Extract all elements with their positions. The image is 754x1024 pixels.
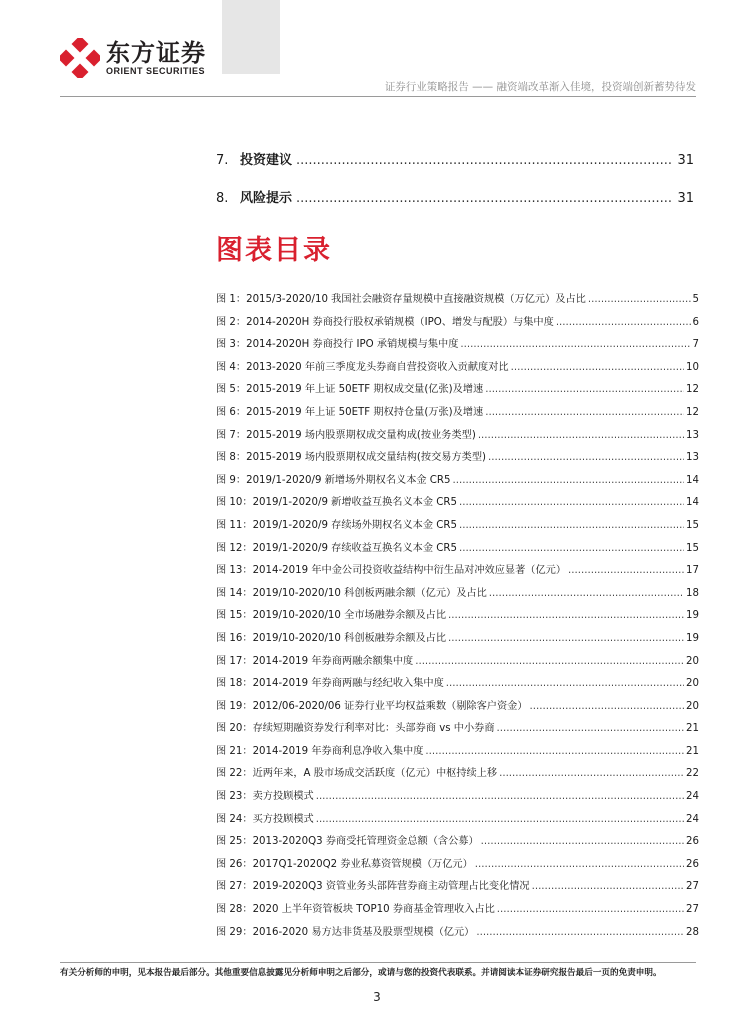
figure-list-item-label: 图 9：2019/1-2020/9 新增场外期权名义本金 CR5 bbox=[216, 474, 451, 486]
figure-list-item-page: 24 bbox=[686, 791, 699, 803]
figure-list-item-page: 20 bbox=[686, 655, 699, 667]
figure-list-item-label: 图 28：2020 上半年资管板块 TOP10 券商基金管理收入占比 bbox=[216, 904, 495, 916]
toc-entry-number: 7. bbox=[216, 153, 229, 168]
figure-leader-dots bbox=[459, 520, 684, 531]
figure-list-item[interactable] bbox=[216, 900, 699, 923]
figure-leader-dots bbox=[316, 791, 684, 802]
figure-list-item-page: 7 bbox=[692, 339, 699, 351]
figure-leader-dots bbox=[475, 859, 684, 870]
figure-leader-dots bbox=[511, 362, 684, 373]
figure-leader-dots bbox=[485, 407, 684, 418]
header-decor-stripe bbox=[222, 0, 280, 74]
figure-list-item-page: 17 bbox=[686, 565, 699, 577]
figure-leader-dots bbox=[452, 475, 684, 486]
figure-list-item-label: 图 23：卖方投顾模式 bbox=[216, 791, 314, 803]
figure-leader-dots bbox=[588, 294, 691, 305]
figure-list-item[interactable] bbox=[216, 629, 699, 652]
figure-list-item-label: 图 24：买方投顾模式 bbox=[216, 813, 314, 825]
figure-list-item-label: 图 26：2017Q1-2020Q2 券业私募资管规模（万亿元） bbox=[216, 858, 473, 870]
figure-list-item-page: 22 bbox=[686, 768, 699, 780]
figure-leader-dots bbox=[448, 610, 684, 621]
figure-list-item-label: 图 18：2014-2019 年券商两融与经纪收入集中度 bbox=[216, 678, 444, 690]
figure-list-item[interactable] bbox=[216, 674, 699, 697]
figure-leader-dots bbox=[459, 543, 684, 554]
figure-list-item[interactable] bbox=[216, 832, 699, 855]
figure-list-item-label: 图 21：2014-2019 年券商利息净收入集中度 bbox=[216, 745, 424, 757]
figure-list-item-label: 图 1：2015/3-2020/10 我国社会融资存量规模中直接融资规模（万亿元）及占比 bbox=[216, 294, 586, 305]
footer-disclaimer: 有关分析师的申明，见本报告最后部分。其他重要信息披露见分析师申明之后部分，或请与您的投资代表联系。并请阅读本证券研究报告最后一页的免责申明。 bbox=[60, 968, 662, 978]
figure-list-item[interactable] bbox=[216, 742, 699, 765]
company-logo bbox=[60, 38, 206, 78]
figure-list-item[interactable] bbox=[216, 358, 699, 381]
figure-list-item[interactable] bbox=[216, 877, 699, 900]
figure-list-item-page: 15 bbox=[686, 519, 699, 531]
figure-leader-dots bbox=[485, 384, 684, 395]
figure-list-item-page: 27 bbox=[686, 904, 699, 916]
figure-list-item-page: 6 bbox=[692, 316, 699, 328]
figure-list-item[interactable] bbox=[216, 539, 699, 562]
figure-list-item[interactable] bbox=[216, 719, 699, 742]
figure-leader-dots bbox=[478, 430, 684, 441]
figure-list-item[interactable] bbox=[216, 855, 699, 878]
figure-list-item-label: 图 12：2019/1-2020/9 存续收益互换名义本金 CR5 bbox=[216, 542, 457, 554]
figure-leader-dots bbox=[497, 904, 684, 915]
figure-list-item-label: 图 5：2015-2019 年上证 50ETF 期权成交量(亿张)及增速 bbox=[216, 384, 484, 396]
figure-list-item[interactable] bbox=[216, 313, 699, 336]
toc-leader-dots bbox=[296, 191, 673, 206]
figure-list-item[interactable] bbox=[216, 380, 699, 403]
figure-leader-dots bbox=[316, 814, 684, 825]
toc-entry[interactable] bbox=[216, 149, 694, 168]
figure-list-item-label: 图 19：2012/06-2020/06 证券行业平均权益乘数（剔除客户资金） bbox=[216, 700, 528, 712]
figure-list-item-page: 26 bbox=[686, 836, 699, 848]
figure-list-item-page: 14 bbox=[686, 474, 699, 486]
figure-list-item[interactable] bbox=[216, 787, 699, 810]
figure-list-item-page: 28 bbox=[686, 926, 699, 938]
figure-list-item[interactable] bbox=[216, 403, 699, 426]
figure-list-item-page: 19 bbox=[686, 610, 699, 622]
figure-list-item[interactable] bbox=[216, 923, 699, 946]
figure-list-item-label: 图 20：存续短期融资券发行利率对比：头部券商 vs 中小券商 bbox=[216, 723, 495, 735]
figure-list-item-label: 图 14：2019/10-2020/10 科创板两融余额（亿元）及占比 bbox=[216, 587, 487, 599]
figure-list-item[interactable] bbox=[216, 448, 699, 471]
figure-leader-dots bbox=[532, 881, 684, 892]
toc-entry-label: 投资建议 bbox=[240, 153, 293, 168]
figure-list-item[interactable] bbox=[216, 810, 699, 833]
figure-list-item-page: 24 bbox=[686, 813, 699, 825]
toc-entry-label: 风险提示 bbox=[240, 191, 293, 206]
figure-list-item[interactable] bbox=[216, 764, 699, 787]
figure-leader-dots bbox=[415, 656, 684, 667]
toc-entry-page: 31 bbox=[677, 153, 694, 168]
logo-chinese-name: 东方证券 bbox=[106, 38, 206, 67]
figure-list-item-page: 5 bbox=[692, 294, 699, 305]
figure-list-item[interactable] bbox=[216, 426, 699, 449]
figure-list-item-label: 图 11：2019/1-2020/9 存续场外期权名义本金 CR5 bbox=[216, 519, 457, 531]
figure-list-item-page: 18 bbox=[686, 587, 699, 599]
figure-list-item-label: 图 8：2015-2019 场内股票期权成交量结构(按交易方类型) bbox=[216, 452, 486, 464]
figure-list-item-label: 图 10：2019/1-2020/9 新增收益互换名义本金 CR5 bbox=[216, 497, 457, 509]
toc-leader-dots bbox=[296, 153, 673, 168]
figure-list-item[interactable] bbox=[216, 493, 699, 516]
figure-leader-dots bbox=[488, 452, 684, 463]
figure-leader-dots bbox=[530, 701, 685, 712]
toc-entry[interactable] bbox=[216, 187, 694, 206]
figure-list-item-page: 27 bbox=[686, 881, 699, 893]
figure-list-item-page: 12 bbox=[686, 384, 699, 396]
toc-entry-number: 8. bbox=[216, 191, 229, 206]
figure-list-item-label: 图 4：2013-2020 年前三季度龙头券商自营投资收入贡献度对比 bbox=[216, 361, 509, 373]
figure-leader-dots bbox=[459, 497, 684, 508]
figure-list-item[interactable] bbox=[216, 335, 699, 358]
report-title: 证券行业策略报告 —— 融资端改革渐入佳境，投资端创新蓄势待发 bbox=[384, 81, 696, 93]
toc-entry-page: 31 bbox=[677, 191, 694, 206]
figure-leader-dots bbox=[499, 768, 684, 779]
figure-list-item-page: 21 bbox=[686, 745, 699, 757]
figure-list-item-page: 14 bbox=[686, 497, 699, 509]
figure-list-item[interactable] bbox=[216, 584, 699, 607]
figure-list-item-label: 图 13：2014-2019 年中金公司投资收益结构中衍生品对冲效应显著（亿元） bbox=[216, 565, 567, 577]
figure-list-item-page: 15 bbox=[686, 542, 699, 554]
figure-list-item[interactable] bbox=[216, 290, 699, 313]
figure-list-item[interactable] bbox=[216, 516, 699, 539]
page-number: 3 bbox=[373, 990, 381, 1004]
figure-leader-dots bbox=[489, 588, 684, 599]
figure-leader-dots bbox=[481, 836, 684, 847]
figure-list-item-label: 图 17：2014-2019 年券商两融余额集中度 bbox=[216, 655, 414, 667]
figure-list bbox=[216, 290, 699, 945]
figure-leader-dots bbox=[556, 317, 691, 328]
figure-list-item-page: 21 bbox=[686, 723, 699, 735]
figure-list-item-label: 图 2：2014-2020H 券商投行股权承销规模（IPO、增发与配股）与集中度 bbox=[216, 316, 554, 328]
figure-leader-dots bbox=[425, 746, 684, 757]
orient-securities-logo-icon bbox=[60, 38, 100, 78]
figure-leader-dots bbox=[460, 339, 690, 350]
figure-list-item[interactable] bbox=[216, 471, 699, 494]
figure-leader-dots bbox=[497, 723, 685, 734]
figure-leader-dots bbox=[476, 927, 684, 938]
figure-list-item-page: 19 bbox=[686, 632, 699, 644]
figure-list-item-label: 图 16：2019/10-2020/10 科创板融券余额及占比 bbox=[216, 632, 447, 644]
figure-leader-dots bbox=[448, 633, 684, 644]
logo-english-name: ORIENT SECURITIES bbox=[106, 65, 206, 76]
figure-list-item[interactable] bbox=[216, 652, 699, 675]
figure-leader-dots bbox=[446, 678, 684, 689]
figure-leader-dots bbox=[568, 565, 684, 576]
figure-list-item[interactable] bbox=[216, 561, 699, 584]
figure-list-item-label: 图 6：2015-2019 年上证 50ETF 期权持仓量(万张)及增速 bbox=[216, 406, 484, 418]
figure-list-item-label: 图 25：2013-2020Q3 券商受托管理资金总额（含公募） bbox=[216, 836, 479, 848]
figure-list-item-label: 图 27：2019-2020Q3 资管业务头部阵营券商主动管理占比变化情况 bbox=[216, 881, 530, 893]
figure-list-item[interactable] bbox=[216, 697, 699, 720]
header-divider bbox=[60, 96, 696, 97]
figure-list-item-page: 20 bbox=[686, 678, 699, 690]
figure-list-item-page: 13 bbox=[686, 429, 699, 441]
figure-list-item-page: 13 bbox=[686, 452, 699, 464]
figure-list-item-label: 图 29：2016-2020 易方达非货基及股票型规模（亿元） bbox=[216, 926, 475, 938]
figures-section-title: 图表目录 bbox=[216, 235, 332, 266]
figure-list-item-page: 26 bbox=[686, 858, 699, 870]
figure-list-item-label: 图 3：2014-2020H 券商投行 IPO 承销规模与集中度 bbox=[216, 339, 459, 351]
figure-list-item-label: 图 22：近两年来，A 股市场成交活跃度（亿元）中枢持续上移 bbox=[216, 768, 498, 780]
figure-list-item-page: 20 bbox=[686, 700, 699, 712]
figure-list-item[interactable] bbox=[216, 606, 699, 629]
figure-list-item-page: 10 bbox=[686, 361, 699, 373]
footer-divider bbox=[60, 962, 696, 963]
figure-list-item-label: 图 15：2019/10-2020/10 全市场融券余额及占比 bbox=[216, 610, 447, 622]
figure-list-item-label: 图 7：2015-2019 场内股票期权成交量构成(按业务类型) bbox=[216, 429, 476, 441]
figure-list-item-page: 12 bbox=[686, 406, 699, 418]
